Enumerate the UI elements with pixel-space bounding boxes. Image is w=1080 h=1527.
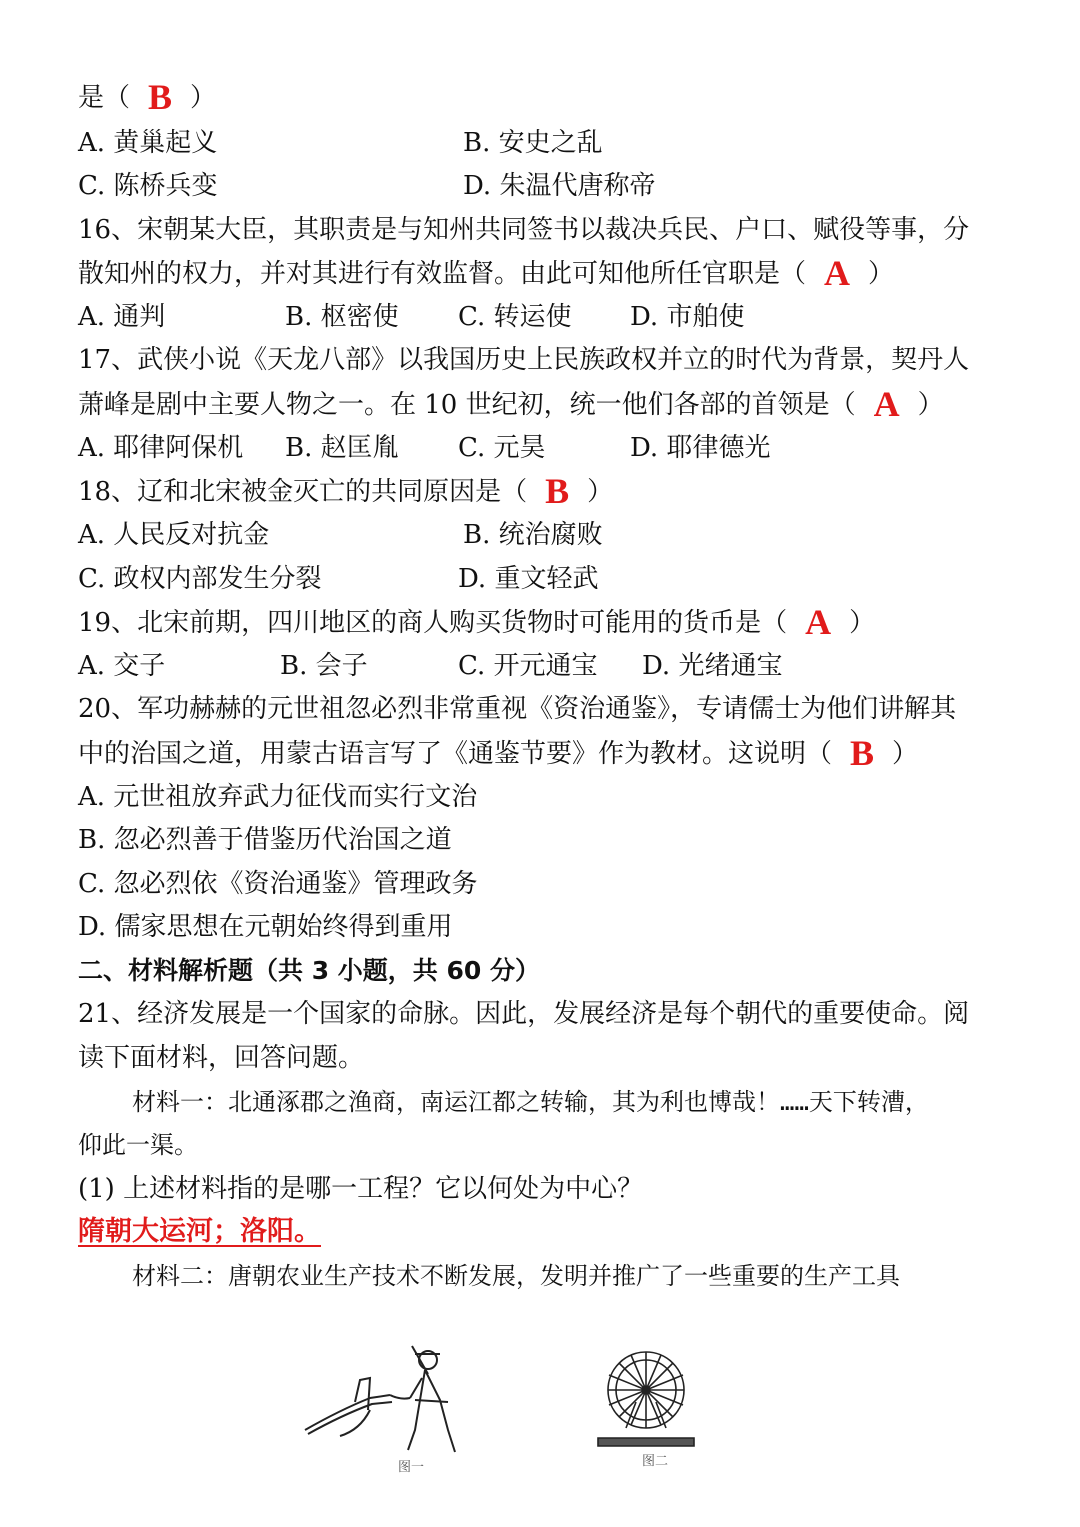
- q17-line1: 17、武侠小说《天龙八部》以我国历史上民族政权并立的时代为背景，契丹人: [78, 345, 970, 375]
- q15-text: 是（: [78, 83, 131, 113]
- q21-line1: 21、经济发展是一个国家的命脉。因此，发展经济是每个朝代的重要使命。阅: [78, 999, 970, 1029]
- q16-option-c: C. 转运使: [458, 302, 572, 332]
- material-one-line2: 仰此一渠。: [78, 1131, 198, 1159]
- q16-option-a: A. 通判: [78, 302, 166, 332]
- q17-option-c: C. 元昊: [458, 433, 546, 463]
- q20-option-c: C. 忽必烈依《资治通鉴》管理政务: [78, 869, 478, 899]
- q15-option-c: C. 陈桥兵变: [78, 171, 218, 201]
- q16-answer: A: [824, 253, 851, 293]
- figure-2-caption: 图二: [642, 1454, 669, 1469]
- q17-answer: A: [873, 384, 900, 424]
- q15-close: ）: [190, 83, 217, 113]
- q15-answer: B: [148, 77, 173, 117]
- q19-answer: A: [805, 602, 832, 642]
- q18-option-b: B. 统治腐败: [463, 520, 603, 550]
- q20-text: 中的治国之道，用蒙古语言写了《通鉴节要》作为教材。这说明（: [78, 739, 833, 769]
- q20-line1: 20、军功赫赫的元世祖忽必烈非常重视《资治通鉴》，专请儒士为他们讲解其: [78, 694, 957, 724]
- q18-option-c: C. 政权内部发生分裂: [78, 564, 322, 594]
- q20-option-d: D. 儒家思想在元朝始终得到重用: [78, 912, 453, 942]
- q17-option-b: B. 赵匡胤: [285, 433, 399, 463]
- q17-option-d: D. 耶律德光: [630, 433, 771, 463]
- figure-1-caption: 图一: [398, 1460, 425, 1475]
- q19-text: 19、北宋前期，四川地区的商人购买货物时可能用的货币是（: [78, 608, 788, 638]
- q19-option-a: A. 交子: [78, 651, 166, 681]
- q17-line2: [78, 384, 944, 424]
- q16-text: 散知州的权力，并对其进行有效监督。由此可知他所任官职是（: [78, 259, 807, 289]
- q16-option-b: B. 枢密使: [285, 302, 399, 332]
- q21-line2: 读下面材料，回答问题。: [78, 1043, 365, 1073]
- q15-tail: [78, 77, 217, 117]
- section-heading: 二、材料解析题（共 3 小题，共 60 分）: [78, 956, 541, 985]
- q19-option-b: B. 会子: [280, 651, 368, 681]
- q19-close: ）: [849, 608, 876, 638]
- q18-option-a: A. 人民反对抗金: [78, 520, 270, 550]
- q21-answer-1: 隋朝大运河；洛阳。: [78, 1216, 321, 1247]
- q15-option-a: A. 黄巢起义: [78, 128, 218, 158]
- plow-illustration: [300, 1340, 480, 1460]
- q16-close: ）: [868, 259, 895, 289]
- q15-option-b: B. 安史之乱: [463, 128, 603, 158]
- q20-close: ）: [892, 739, 919, 769]
- q15-option-d: D. 朱温代唐称帝: [463, 171, 656, 201]
- q19-option-d: D. 光绪通宝: [642, 651, 783, 681]
- q18-option-d: D. 重文轻武: [458, 564, 599, 594]
- q16-line1: 16、宋朝某大臣，其职责是与知州共同签书以裁决兵民、户口、赋役等事，分: [78, 215, 970, 245]
- q20-answer: B: [850, 733, 875, 773]
- q20-option-a: A. 元世祖放弃武力征伐而实行文治: [78, 782, 478, 812]
- waterwheel-illustration: [596, 1342, 696, 1452]
- q16-line2: [78, 253, 895, 293]
- q18-text: 18、辽和北宋被金灭亡的共同原因是（: [78, 477, 528, 507]
- q20-option-b: B. 忽必烈善于借鉴历代治国之道: [78, 825, 452, 855]
- q19-line1: [78, 602, 876, 642]
- q18-line1: [78, 471, 614, 511]
- q18-answer: B: [545, 471, 570, 511]
- material-one-line1: 材料一：北通涿郡之渔商，南运江都之转输，其为利也博哉！……天下转漕，: [132, 1088, 929, 1116]
- q18-close: ）: [587, 477, 614, 507]
- q17-text: 萧峰是剧中主要人物之一。在 10 世纪初，统一他们各部的首领是（: [78, 390, 856, 420]
- q17-option-a: A. 耶律阿保机: [78, 433, 244, 463]
- material-two: 材料二：唐朝农业生产技术不断发展，发明并推广了一些重要的生产工具: [132, 1262, 900, 1290]
- q17-close: ）: [917, 390, 944, 420]
- q20-line2: [78, 733, 919, 773]
- q16-option-d: D. 市舶使: [630, 302, 745, 332]
- q21-subquestion-1: (1) 上述材料指的是哪一工程？它以何处为中心？: [78, 1174, 644, 1204]
- q19-option-c: C. 开元通宝: [458, 651, 598, 681]
